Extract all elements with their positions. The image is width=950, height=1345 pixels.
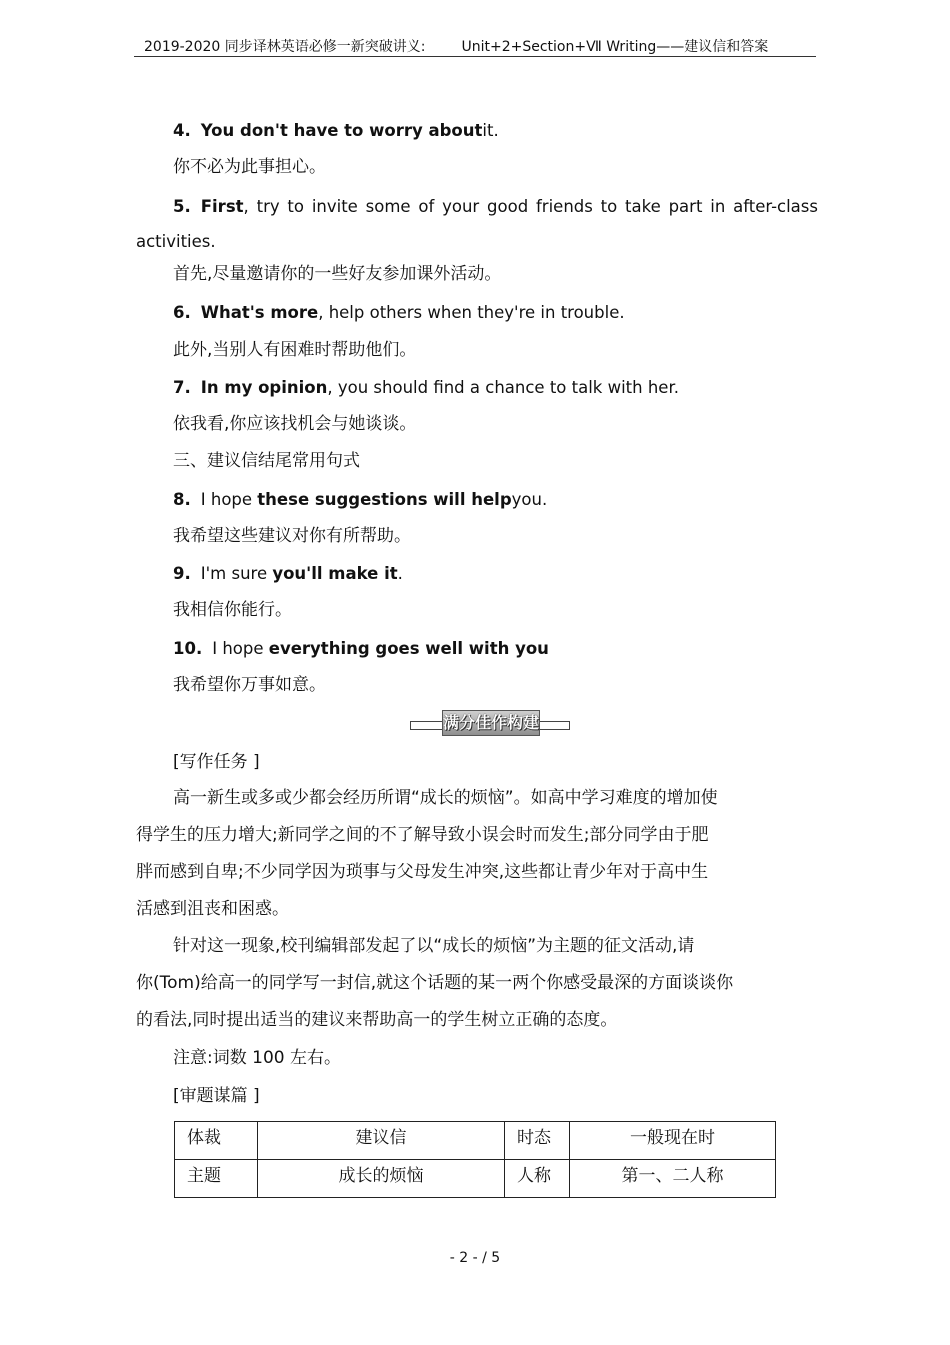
header-right: Unit+2+Section+Ⅶ Writing——建议信和答案 — [461, 39, 769, 55]
table-cell: 时态 — [505, 1122, 570, 1160]
translation-9: 我相信你能行。 — [173, 600, 292, 620]
sentence-10: 10. I hope everything goes well with you — [173, 639, 549, 658]
sentence-6: 6. What's more, help others when they're in trouble. — [173, 303, 625, 322]
task-p2-line3: 的看法,同时提出适当的建议来帮助高一的学生树立正确的态度。 — [136, 1010, 618, 1030]
section-title: 三、建议信结尾常用句式 — [173, 451, 360, 471]
table-row — [175, 1122, 776, 1160]
section-banner — [410, 710, 570, 734]
table-cell: 人称 — [505, 1160, 570, 1198]
table-cell: 成长的烦恼 — [258, 1160, 505, 1198]
sentence-8: 8. I hope these suggestions will helpyou. — [173, 490, 548, 509]
page-header — [134, 36, 816, 57]
table-cell: 第一、二人称 — [570, 1160, 776, 1198]
task-label: [写作任务 ] — [173, 752, 260, 772]
table-cell: 主题 — [175, 1160, 258, 1198]
translation-6: 此外,当别人有困难时帮助他们。 — [173, 340, 417, 360]
task-p1-line2: 得学生的压力增大;新同学之间的不了解导致小误会时而发生;部分同学由于肥 — [136, 825, 709, 845]
task-p2-line2: 你(Tom)给高一的同学写一封信,就这个话题的某一两个你感受最深的方面谈谈你 — [136, 973, 734, 993]
task-p2-line1: 针对这一现象,校刊编辑部发起了以“成长的烦恼”为主题的征文活动,请 — [173, 936, 695, 956]
translation-5: 首先,尽量邀请你的一些好友参加课外活动。 — [173, 264, 502, 284]
banner-left-bar — [410, 721, 444, 730]
task-p1-line3: 胖而感到自卑;不少同学因为琐事与父母发生冲突,这些都让青少年对于高中生 — [136, 862, 709, 882]
analysis-table — [174, 1121, 776, 1198]
banner-title: 满分佳作构建 — [442, 710, 540, 736]
sentence-7: 7. In my opinion, you should find a chance to talk with her. — [173, 378, 679, 397]
sentence-4: 4. You don't have to worry aboutit. — [173, 121, 499, 140]
translation-7: 依我看,你应该找机会与她谈谈。 — [173, 414, 417, 434]
task-p1-line1: 高一新生或多或少都会经历所谓“成长的烦恼”。如高中学习难度的增加使 — [173, 788, 718, 808]
table-cell: 建议信 — [258, 1122, 505, 1160]
banner-right-bar — [538, 721, 570, 730]
sentence-9: 9. I'm sure you'll make it. — [173, 564, 403, 583]
table-cell: 体裁 — [175, 1122, 258, 1160]
translation-10: 我希望你万事如意。 — [173, 675, 326, 695]
translation-4: 你不必为此事担心。 — [173, 157, 326, 177]
sentence-5: 5. First, try to invite some of your good friends to take part in after-class — [173, 197, 818, 216]
sentence-5-cont: activities. — [136, 232, 216, 251]
header-left: 2019-2020 同步译林英语必修一新突破讲义: — [144, 39, 426, 55]
page-number: - 2 - / 5 — [449, 1250, 501, 1266]
table-cell: 一般现在时 — [570, 1122, 776, 1160]
word-count-note: 注意:词数 100 左右。 — [173, 1048, 341, 1068]
task-p1-line4: 活感到沮丧和困惑。 — [136, 899, 289, 919]
table-row — [175, 1160, 776, 1198]
translation-8: 我希望这些建议对你有所帮助。 — [173, 526, 411, 546]
plan-label: [审题谋篇 ] — [173, 1086, 260, 1106]
